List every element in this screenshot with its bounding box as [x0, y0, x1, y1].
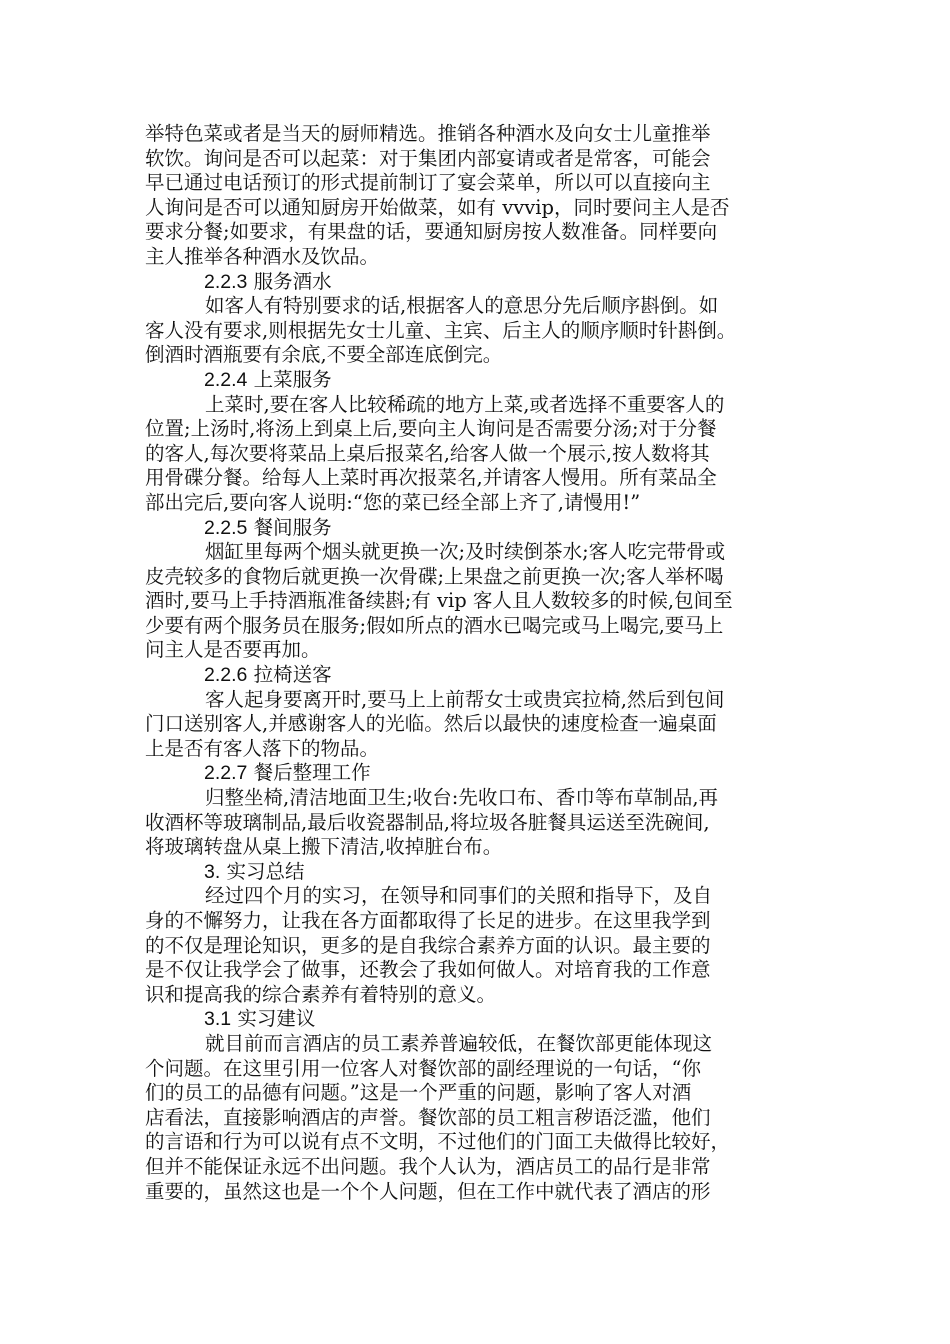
- text-line: 位置;上汤时,将汤上到桌上后,要向主人询问是否需要分汤;对于分餐: [145, 417, 717, 441]
- text-line: 酒时,要马上手持酒瓶准备续斟;有 vip 客人且人数较多的时候,包间至: [145, 589, 733, 613]
- section-heading: [145, 761, 821, 786]
- section-title: 实习建议: [237, 1007, 316, 1031]
- text-line: 烟缸里每两个烟头就更换一次;及时续倒茶水;客人吃完带骨或: [205, 540, 726, 564]
- text-line: 早已通过电话预订的形式提前制订了宴会菜单，所以可以直接向主: [145, 171, 711, 195]
- text-line: 个问题。在这里引用一位客人对餐饮部的副经理说的一句话，“你: [145, 1056, 701, 1080]
- section-number: 2.2.5: [204, 516, 248, 539]
- section-title: 餐间服务: [253, 515, 332, 539]
- text-line: 身的不懈努力，让我在各方面都取得了长足的进步。在这里我学到: [145, 909, 711, 932]
- text-line: 经过四个月的实习，在领导和同事们的关照和指导下，及自: [205, 884, 713, 908]
- paragraph: [145, 294, 821, 368]
- paragraph: [145, 393, 821, 516]
- text-line: 少要有两个服务员在服务;假如所点的酒水已喝完或马上喝完,要马上: [145, 613, 724, 637]
- text-line: 上是否有客人落下的物品。: [145, 736, 380, 760]
- text-line: 重要的，虽然这也是一个个人问题，但在工作中就代表了酒店的形: [145, 1179, 711, 1203]
- text-line: 是不仅让我学会了做事，还教会了我如何做人。对培育我的工作意: [145, 958, 711, 982]
- section-title: 服务酒水: [253, 269, 332, 293]
- text-line: 问主人是否要再加。: [145, 638, 321, 662]
- section-title: 拉椅送客: [253, 663, 332, 687]
- section-title: 实习总结: [226, 859, 305, 883]
- text-line: 客人没有要求,则根据先女士儿童、主宾、后主人的顺序顺时针斟倒。: [145, 318, 737, 342]
- section-number: 2.2.7: [204, 762, 248, 785]
- section-number: 2.2.3: [204, 270, 248, 293]
- section-heading: [145, 860, 821, 885]
- section-heading: [145, 1007, 821, 1032]
- text-line: 要求分餐;如要求，有果盘的话，要通知厨房按人数准备。同样要向: [145, 220, 718, 244]
- section-title: 餐后整理工作: [253, 761, 371, 785]
- paragraph: [145, 786, 821, 860]
- section-heading: [145, 368, 821, 393]
- paragraph: [145, 122, 821, 270]
- text-line: 将玻璃转盘从桌上搬下清洁,收掉脏台布。: [145, 835, 503, 859]
- paragraph: [145, 688, 821, 762]
- text-line: 用骨碟分餐。给每人上菜时再次报菜名,并请客人慢用。所有菜品全: [145, 466, 717, 490]
- section-number: 3.: [204, 860, 221, 883]
- section-heading: [145, 663, 821, 688]
- text-line: 识和提高我的综合素养有着特别的意义。: [145, 982, 497, 1006]
- text-line: 客人起身要离开时,要马上上前帮女士或贵宾拉椅,然后到包间: [205, 687, 725, 711]
- paragraph: [145, 540, 821, 663]
- text-line: 上菜时,要在客人比较稀疏的地方上菜,或者选择不重要客人的: [205, 392, 725, 416]
- section-number: 2.2.4: [204, 368, 248, 391]
- document-page: [145, 122, 821, 1204]
- text-line: 部出完后,要向客人说明:“您的菜已经全部上齐了,请慢用!”: [145, 490, 641, 514]
- text-line: 的言语和行为可以说有点不文明，不过他们的门面工夫做得比较好，: [145, 1130, 731, 1154]
- paragraph: [145, 884, 821, 1007]
- text-line: 的不仅是理论知识，更多的是自我综合素养方面的认识。最主要的: [145, 933, 711, 957]
- text-line: 倒酒时酒瓶要有余底,不要全部连底倒完。: [145, 343, 503, 367]
- text-line: 主人推举各种酒水及饮品。: [145, 244, 380, 268]
- text-line: 们的员工的品德有问题。”这是一个严重的问题，影响了客人对酒: [145, 1081, 692, 1105]
- text-line: 软饮。询问是否可以起菜：对于集团内部宴请或者是常客，可能会: [145, 146, 711, 170]
- text-line: 人询问是否可以通知厨房开始做菜，如有 vvvip，同时要问主人是否: [145, 195, 730, 219]
- section-heading: [145, 270, 821, 295]
- text-line: 皮壳较多的食物后就更换一次骨碟;上果盘之前更换一次;客人举杯喝: [145, 564, 724, 588]
- text-line: 收酒杯等玻璃制品,最后收瓷器制品,将垃圾各脏餐具运送至洗碗间,: [145, 810, 710, 834]
- section-heading: [145, 516, 821, 541]
- text-line: 店看法，直接影响酒店的声誉。餐饮部的员工粗言秽语泛滥，他们: [145, 1105, 711, 1129]
- text-line: 归整坐椅,清洁地面卫生;收台:先收口布、香巾等布草制品,再: [205, 786, 719, 810]
- text-line: 的客人,每次要将菜品上桌后报菜名,给客人做一个展示,按人数将其: [145, 441, 710, 465]
- text-line: 门口送别客人,并感谢客人的光临。然后以最快的速度检查一遍桌面: [145, 712, 717, 736]
- text-line: 如客人有特别要求的话,根据客人的意思分先后顺序斟倒。如: [205, 294, 719, 318]
- text-line: 但并不能保证永远不出问题。我个人认为，酒店员工的品行是非常: [145, 1154, 711, 1178]
- section-number: 3.1: [204, 1008, 232, 1031]
- text-line: 就目前而言酒店的员工素养普遍较低，在餐饮部更能体现这: [205, 1031, 713, 1055]
- paragraph: [145, 1032, 821, 1204]
- section-title: 上菜服务: [253, 367, 332, 391]
- section-number: 2.2.6: [204, 664, 248, 687]
- text-line: 举特色菜或者是当天的厨师精选。推销各种酒水及向女士儿童推举: [145, 122, 711, 145]
